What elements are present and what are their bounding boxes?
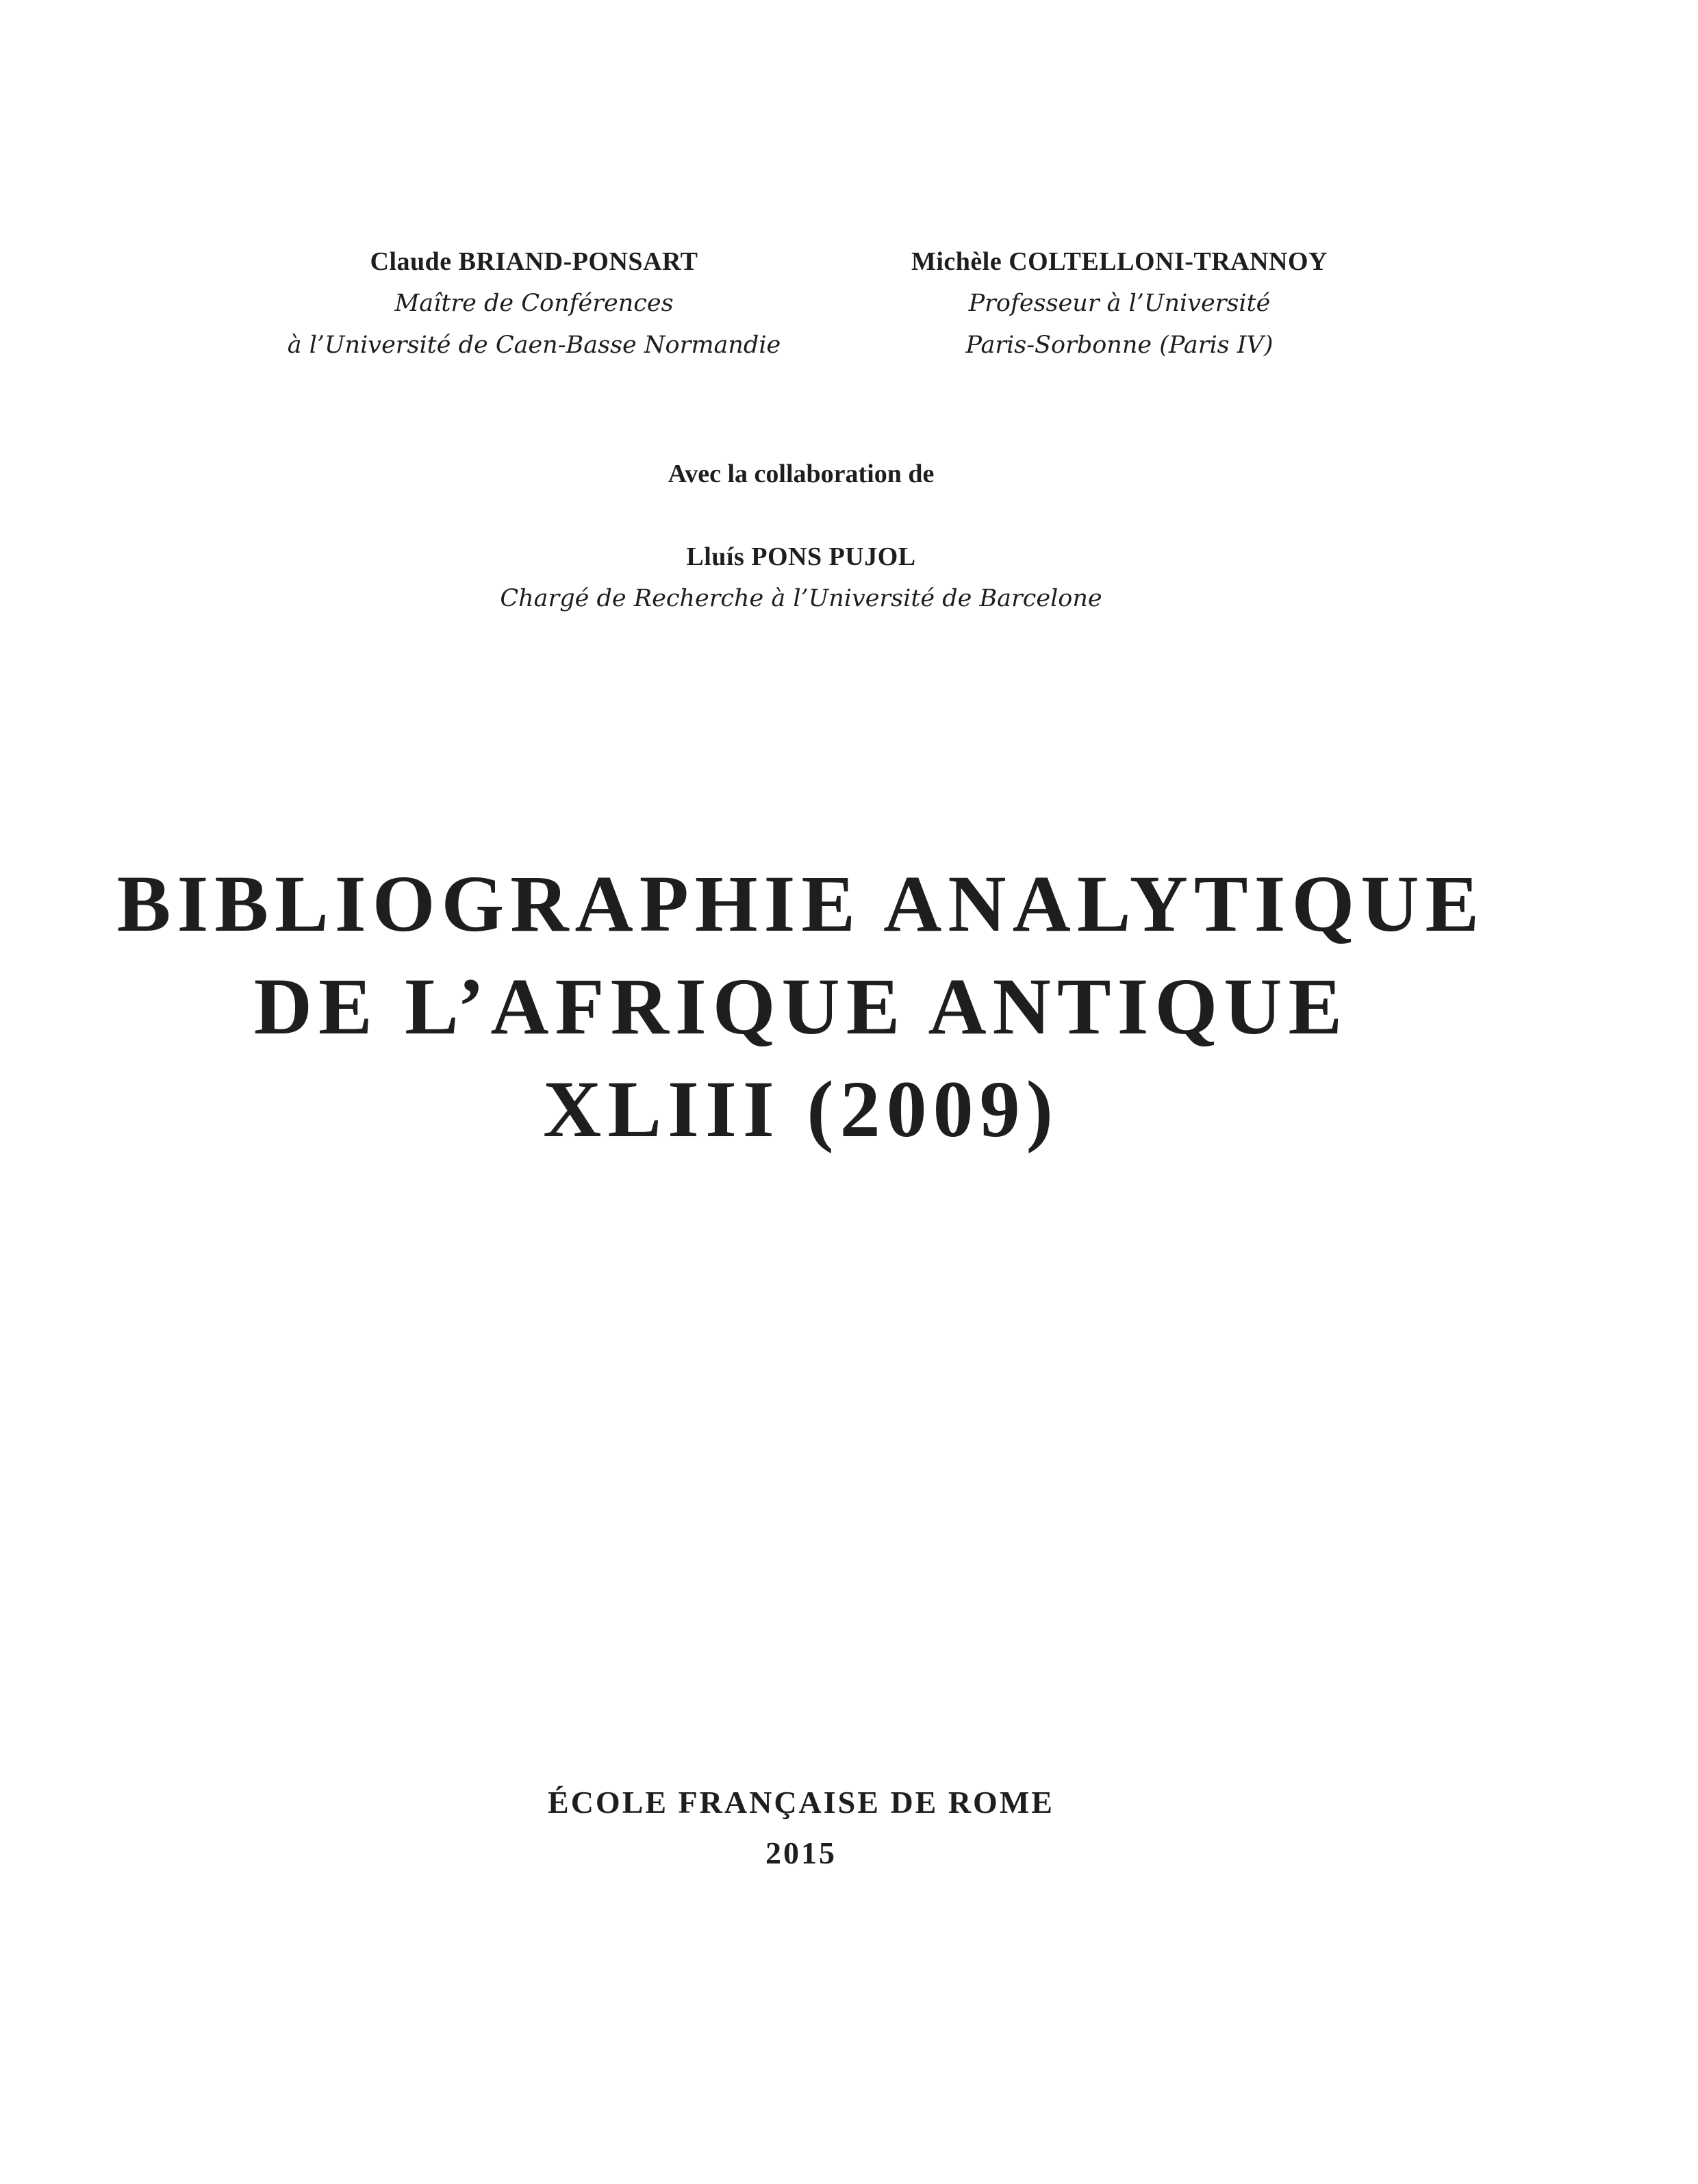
title-line-1: BIBLIOGRAPHIE ANALYTIQUE: [116, 859, 1486, 949]
author-name: Michèle COLTELLONI-TRANNOY: [911, 247, 1328, 276]
publisher-block: [0, 1777, 1602, 1879]
publisher-name: ÉCOLE FRANÇAISE DE ROME: [548, 1785, 1054, 1820]
author-affiliation: à l’Université de Caen-Basse Normandie: [287, 331, 781, 359]
title-line-3: XLIII (2009): [543, 1064, 1059, 1154]
author-affiliation: Paris-Sorbonne (Paris IV): [965, 331, 1274, 359]
author-block-coltelloni-trannoy: [777, 241, 1462, 366]
collaborator-name: Lluís PONS PUJOL: [686, 542, 916, 571]
collaborator-affiliation: Chargé de Recherche à l’Université de Barcelone: [500, 585, 1102, 612]
author-block-briand-ponsart: [192, 241, 876, 366]
title-line-2: DE L’AFRIQUE ANTIQUE: [253, 962, 1349, 1051]
publication-year: 2015: [765, 1835, 837, 1870]
author-name: Claude BRIAND-PONSART: [370, 247, 698, 276]
author-affiliation: Professeur à l’Université: [968, 290, 1271, 317]
author-affiliation: Maître de Conférences: [394, 290, 674, 317]
collaboration-intro: Avec la collaboration de: [668, 460, 935, 488]
collaborator-block: [0, 536, 1602, 620]
book-title: [0, 853, 1602, 1161]
